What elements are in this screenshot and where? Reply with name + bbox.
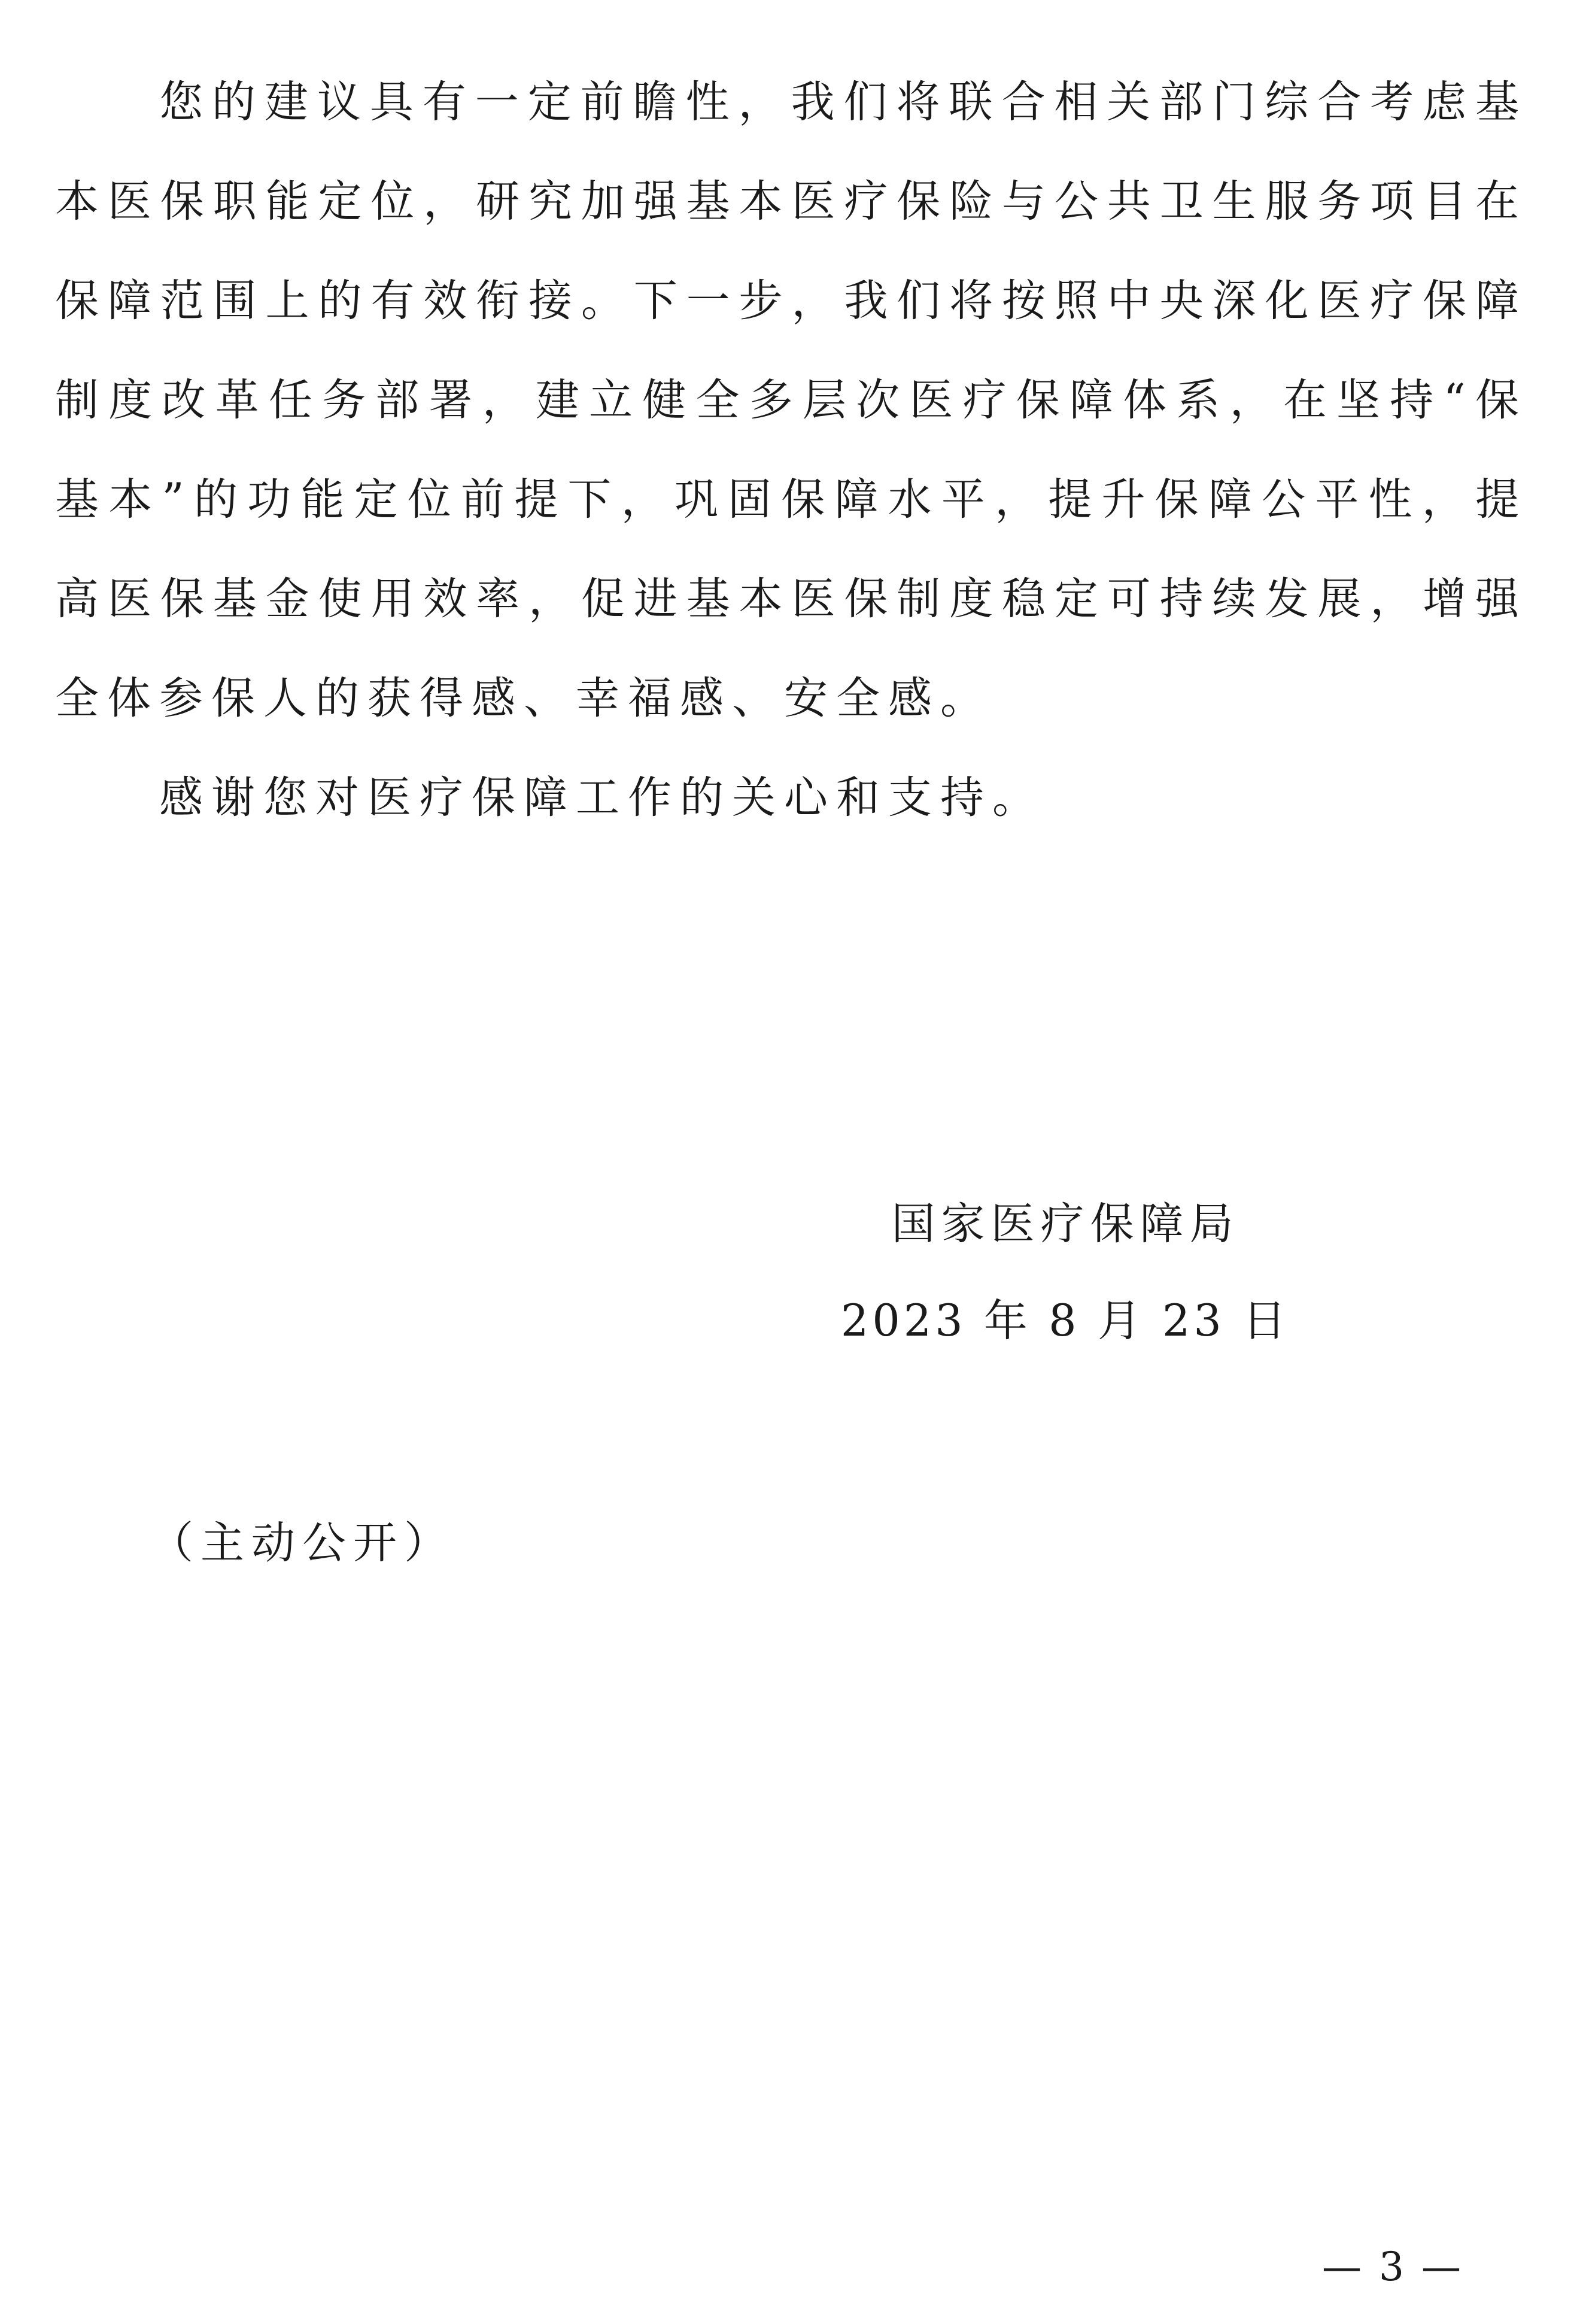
signature-block xyxy=(748,1200,1383,1345)
letter-body xyxy=(55,53,1527,848)
body-paragraph: 您的建议具有一定前瞻性，我们将联合相关部门综合考虑基本医保职能定位，研究加强基本医疗保险与公共卫生服务项目在保障范围上的有效衔接。下一步，我们将按照中央深化医疗保障制度改革任务部署，建立健全多层次医疗保障体系，在坚持“保基本”的功能定位前提下，巩固保障水平，提升保障公平性，提高医保基金使用效率，促进基本医保制度稳定可持续发展，增强全体参保人的获得感、幸福感、安全感。 xyxy=(55,77,1527,724)
closing-paragraph: 感谢您对医疗保障工作的关心和支持。 xyxy=(159,772,1044,823)
signature-organization: 国家医疗保障局 xyxy=(891,1199,1239,1249)
signature-date: 2023 年 8 月 23 日 xyxy=(840,1296,1290,1346)
page-number: — 3 — xyxy=(1322,2244,1463,2290)
disclosure-label: （主动公开） xyxy=(150,1518,455,1568)
